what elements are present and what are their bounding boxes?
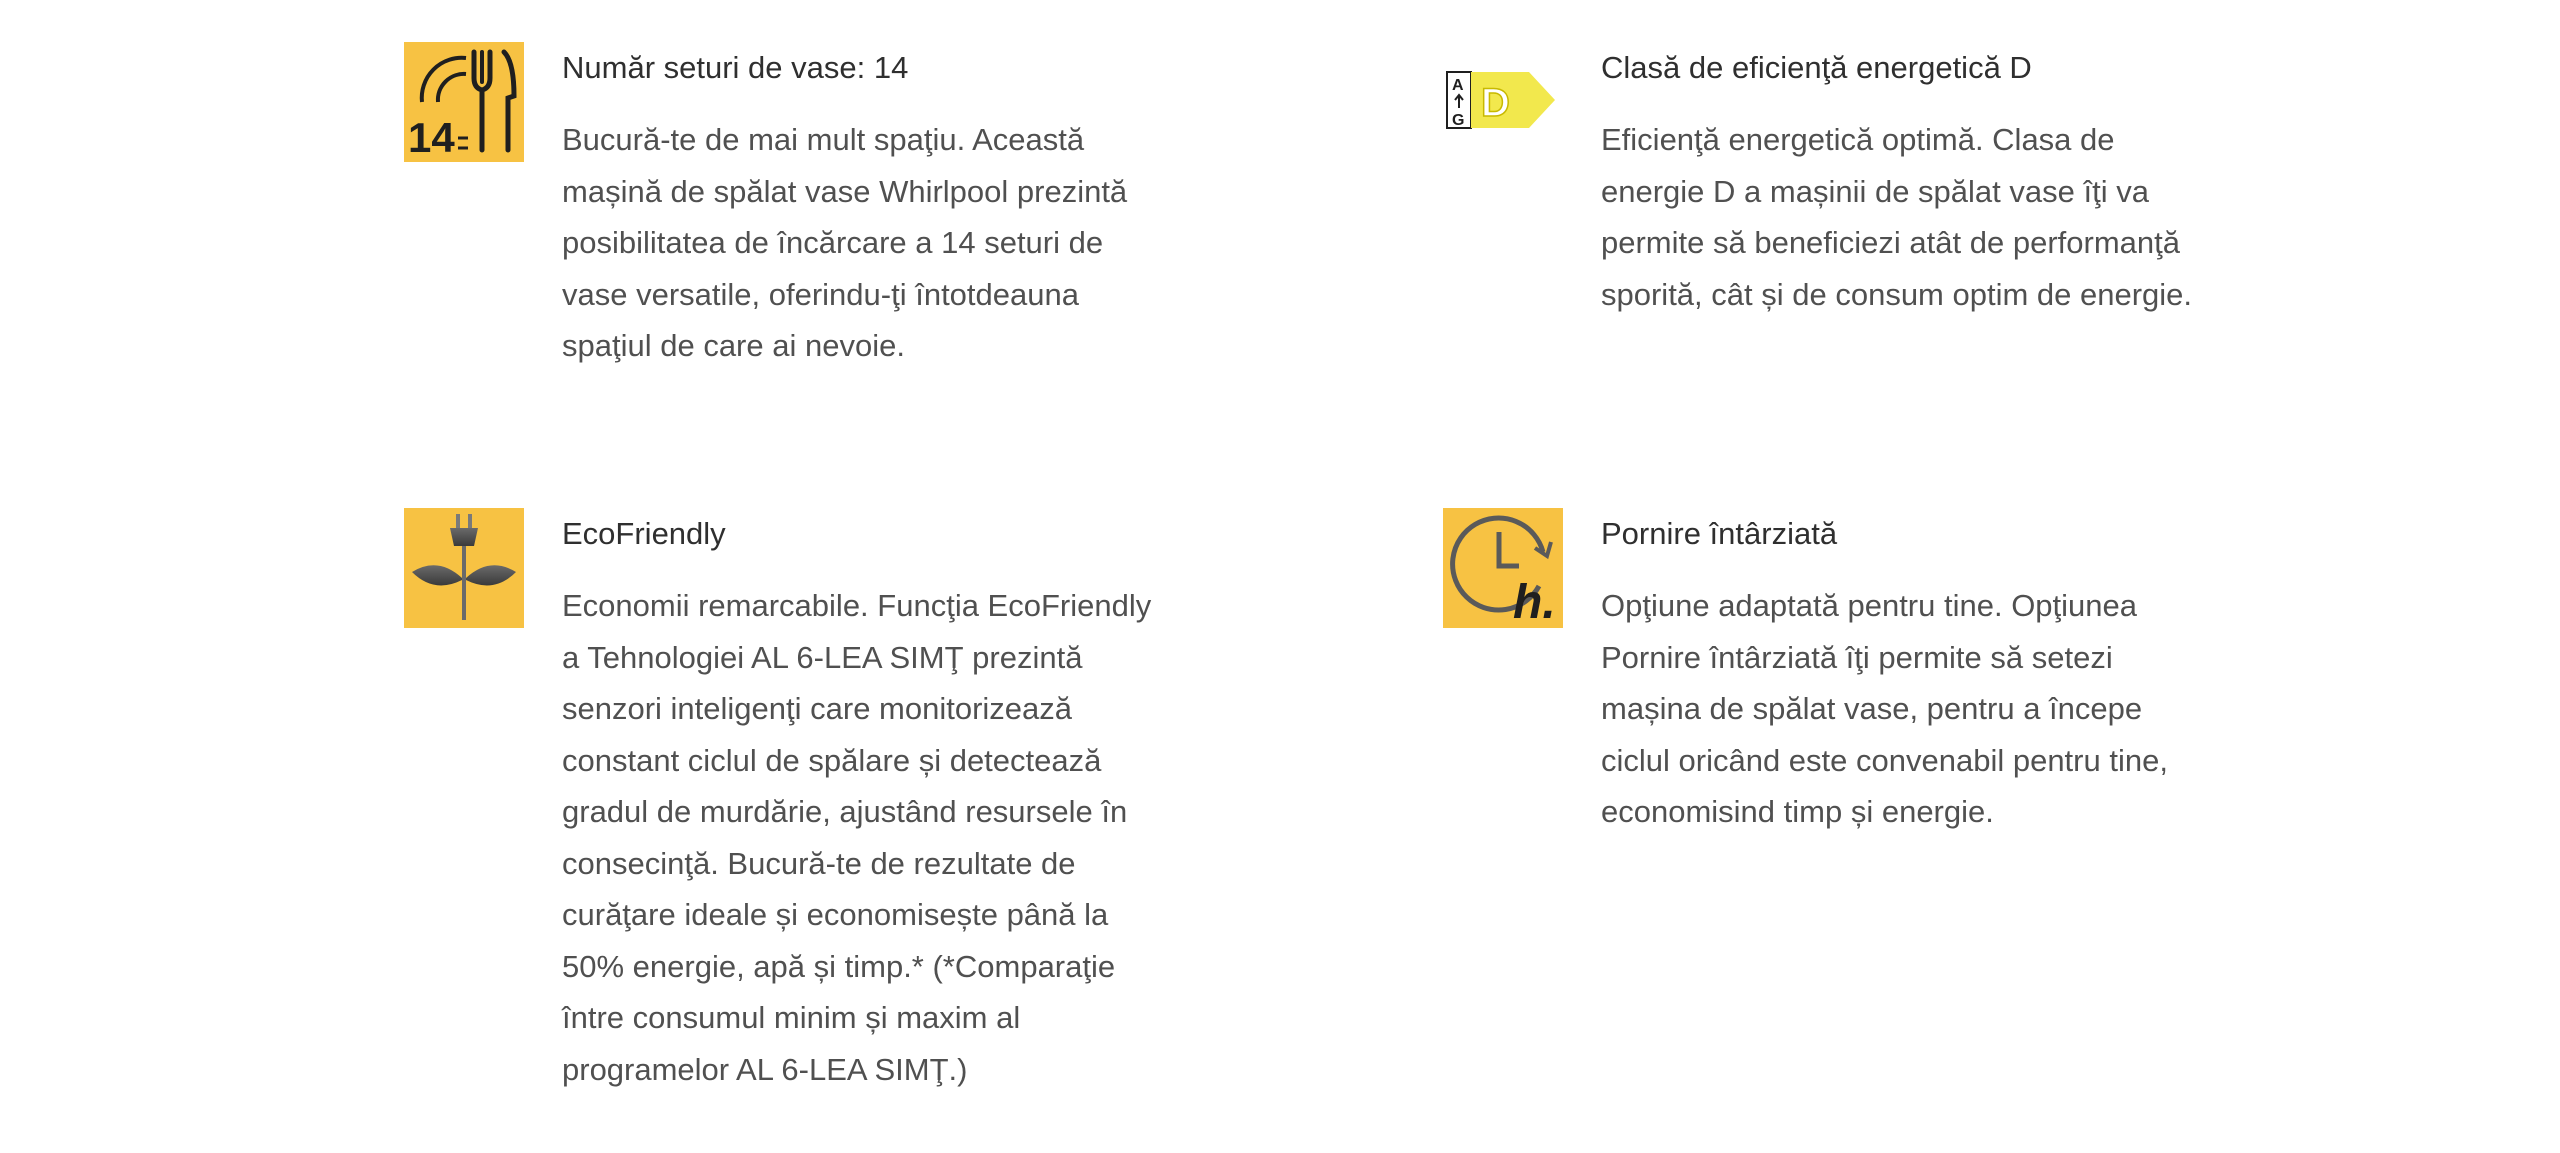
feature-description: Opţiune adaptată pentru tine. Opţiunea Pornire întârziată îţi permite să setezi mașina de spălat vase, pentru a începe ciclul oricând este convenabil pentru tine, economisind timp și energie. [1601, 588, 2168, 829]
feature-title: Clasă de eficienţă energetică D [1601, 50, 2032, 85]
eco-plant-plug-icon [404, 508, 524, 628]
feature-description: Bucură-te de mai mult spaţiu. Această mașină de spălat vase Whirlpool prezintă posibilitatea de încărcare a 14 seturi de vase versatile, oferindu-ţi întotdeauna spaţiul de care ai nevoie. [562, 122, 1128, 363]
energy-scale-top: A [1452, 77, 1464, 94]
energy-class-letter: D [1481, 81, 1510, 125]
feature-description: Economii remarcabile. Funcţia EcoFriendly a Tehnologiei AL 6-LEA SIMŢ prezintă senzori inteligenţi care monitorizează constant ciclul de spălare și detectează gradul de murdărie, ajustând resursele în consecinţă. Bucură-te de rezultate de curăţare ideale și economisește până la 50% energie, apă și timp.* (*Comparaţie între consumul minim și maxim al programelor AL 6-LEA SIMŢ.) [562, 588, 1152, 1087]
feature-description: Eficienţă energetică optimă. Clasa de energie D a mașinii de spălat vase îţi va permite să beneficiezi atât de performanţă sporită, cât și de consum optim de energie. [1601, 122, 2193, 312]
delay-hours-label: h. [1513, 576, 1556, 628]
energy-scale-bottom: G [1452, 112, 1465, 129]
feature-text [1601, 42, 2201, 320]
energy-class-d-icon [1443, 42, 1563, 162]
delay-start-clock-icon [1443, 508, 1563, 628]
place-settings-14-icon [404, 42, 524, 162]
feature-text [1601, 508, 2201, 838]
feature-title: EcoFriendly [562, 516, 726, 551]
feature-text [562, 508, 1152, 1095]
feature-title: Pornire întârziată [1601, 516, 1838, 551]
place-settings-number: 14 [408, 114, 455, 161]
feature-text [562, 42, 1152, 372]
feature-title: Număr seturi de vase: 14 [562, 50, 909, 85]
